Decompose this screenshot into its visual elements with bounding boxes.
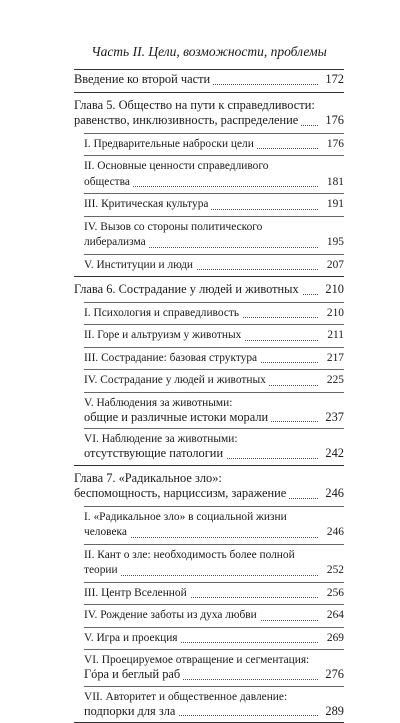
toc-page <box>74 44 344 723</box>
toc-entry-intro[interactable] <box>74 70 344 92</box>
entry-page: 172 <box>318 72 344 88</box>
toc-entry-section[interactable]: VII. Авторитет и общественное давление: подпорки для зла 289 <box>84 690 344 718</box>
toc-entry-section[interactable]: III. Сострадание: базовая структура 217 <box>74 348 344 370</box>
entry-page: 176 <box>318 113 344 129</box>
toc-entry-chapter-5[interactable] <box>74 93 344 133</box>
chapter-title-line-1: Глава 5. Общество на пути к справедливости: <box>74 97 315 112</box>
toc-entry-section[interactable]: IV. Сострадание у людей и животных 225 <box>74 370 344 392</box>
toc-entry-section[interactable]: IV. Вызов со стороны политического либерализма 195 <box>74 217 344 254</box>
entry-page: 210 <box>318 282 344 298</box>
toc-entry-section[interactable]: V. Институции и люди 207 <box>74 255 344 277</box>
toc-entry-chapter-6[interactable] <box>74 277 344 302</box>
toc-entry-section[interactable]: I. Психология и справедливость 210 <box>74 303 344 325</box>
toc-entry-section[interactable]: VI. Наблюдение за животными: отсутствующие патологии 242 <box>84 433 344 460</box>
entry-title: Введение ко второй части <box>74 72 213 86</box>
table-of-contents <box>74 70 344 723</box>
chapter-title: Глава 6. Сострадание у людей и животных <box>74 282 302 296</box>
entry-page: 246 <box>318 486 344 502</box>
chapter-title-line-2: равенство, инклюзивность, распределение <box>74 113 301 127</box>
part-title: Часть II. Цели, возможности, проблемы <box>91 44 327 59</box>
chapter-title-line-2: беспомощность, нарциссизм, заражение <box>74 486 289 500</box>
toc-entry-section[interactable]: II. Кант о зле: необходимость более полной теории 252 <box>74 545 344 582</box>
toc-entry-section[interactable]: V. Наблюдения за животными: общие и различные истоки морали 237 <box>84 396 344 424</box>
toc-entry-section[interactable]: I. Предварительные наброски цели 176 <box>74 134 344 156</box>
toc-entry-section[interactable]: I. «Радикальное зло» в социальной жизни человека 246 <box>74 507 344 544</box>
toc-entry-section[interactable]: VI. Проецируемое отвращение и сегментация: Гóра и беглый раб 276 <box>84 654 344 681</box>
toc-entry-section[interactable]: II. Горе и альтруизм у животных 211 <box>74 325 344 347</box>
toc-entry-section[interactable]: III. Критическая культура 191 <box>74 194 344 216</box>
toc-entry-section[interactable]: IV. Рождение заботы из духа любви 264 <box>74 605 344 627</box>
toc-entry-section[interactable]: II. Основные ценности справедливого общества 181 <box>74 156 344 193</box>
toc-entry-chapter-7[interactable] <box>74 466 344 506</box>
toc-entry-section[interactable]: III. Центр Вселенной 256 <box>74 583 344 605</box>
toc-entry-section[interactable]: V. Игра и проекция 269 <box>74 628 344 650</box>
chapter-title-line-1: Глава 7. «Радикальное зло»: <box>74 470 222 485</box>
